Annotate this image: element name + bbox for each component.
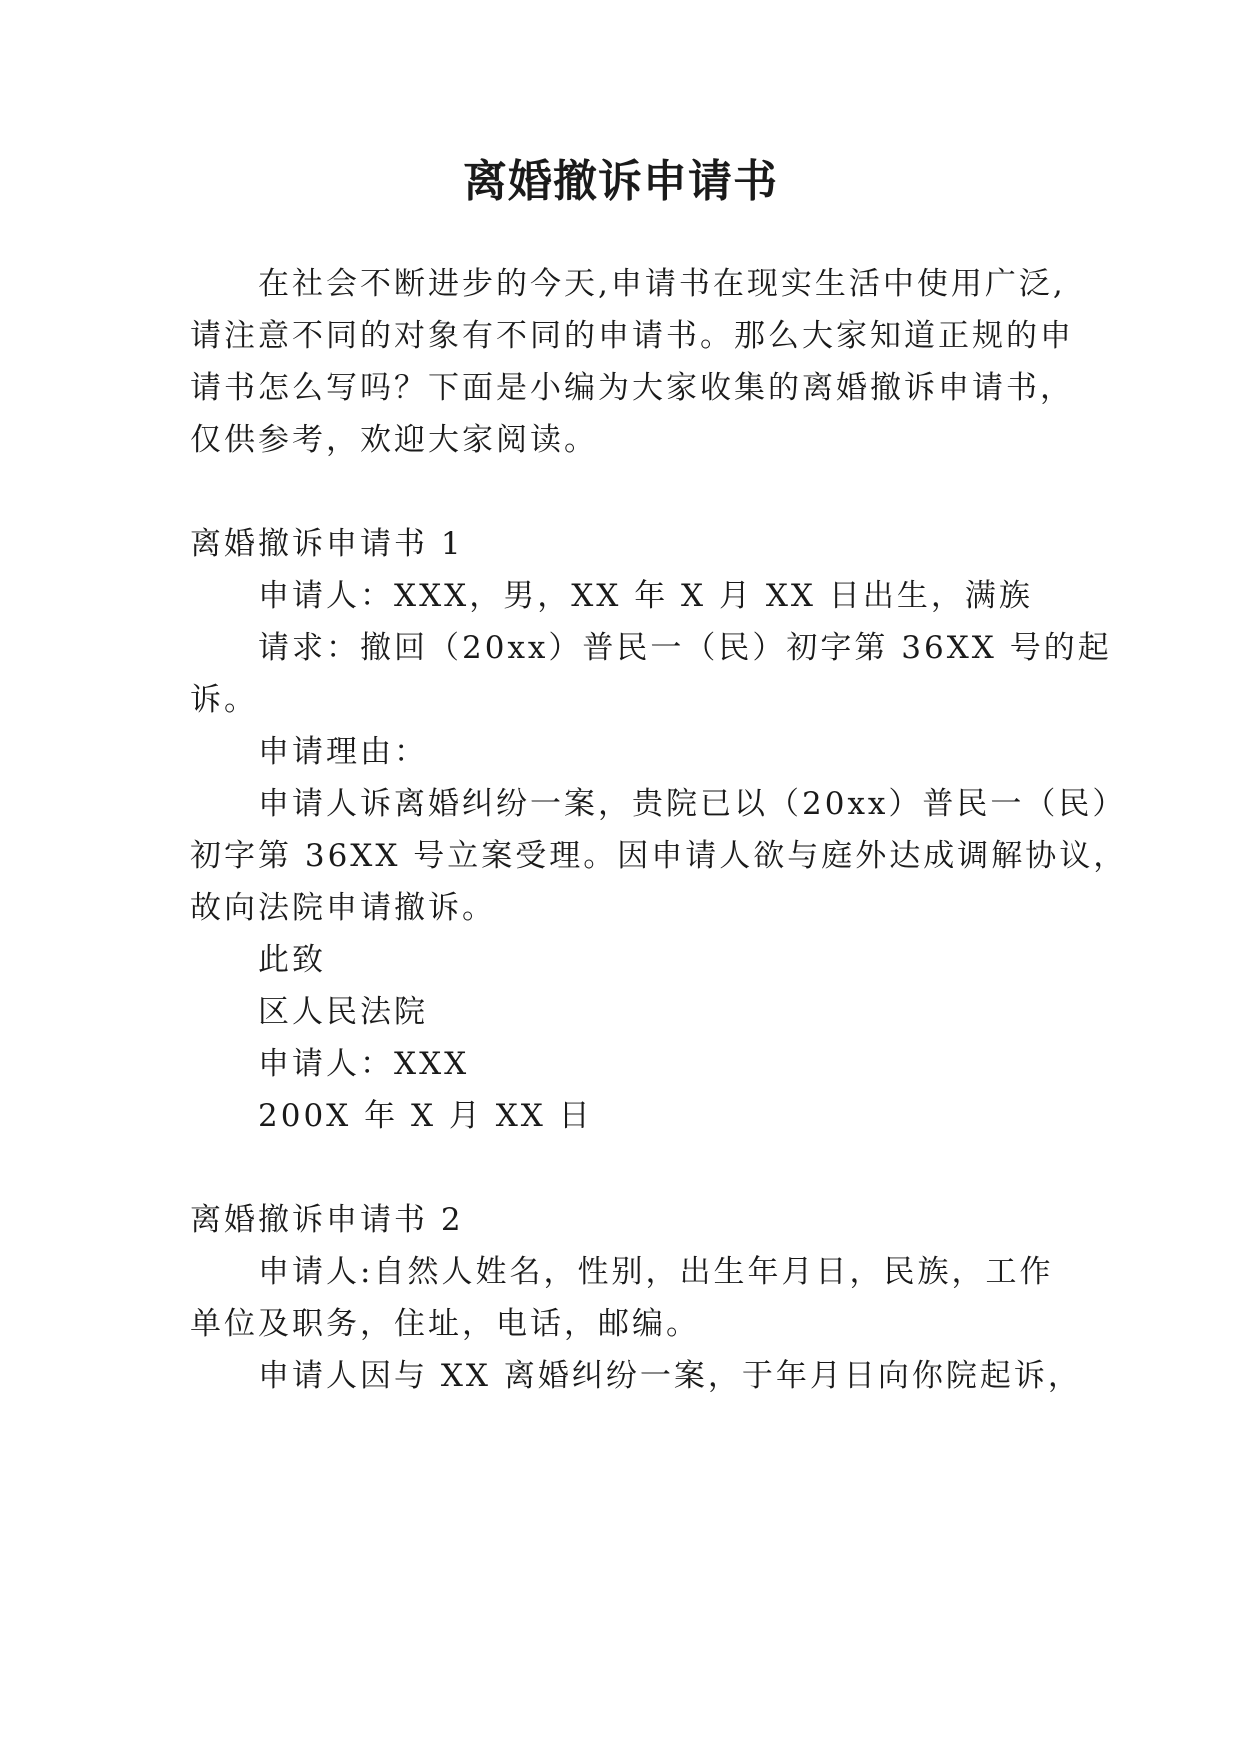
section-2-applicant: 申请人:自然人姓名，性别，出生年月日，民族，工作 <box>258 1254 1054 1290</box>
section-1-request: 诉。 <box>190 682 258 718</box>
section-1-reason: 初字第 36XX 号立案受理。因申请人欲与庭外达成调解协议， <box>190 838 1128 874</box>
document-title: 离婚撤诉申请书 <box>463 156 778 207</box>
section-1-salutation: 此致 <box>258 942 326 978</box>
section-1-court: 区人民法院 <box>258 994 428 1030</box>
section-1-reason: 故向法院申请撤诉。 <box>190 890 496 926</box>
intro-line: 请注意不同的对象有不同的申请书。那么大家知道正规的申 <box>190 318 1074 354</box>
section-1-heading: 离婚撤诉申请书 1 <box>190 526 464 562</box>
section-2-body: 申请人因与 XX 离婚纠纷一案，于年月日向你院起诉， <box>258 1358 1082 1394</box>
section-2-applicant: 单位及职务，住址，电话，邮编。 <box>190 1306 700 1342</box>
intro-line: 在社会不断进步的今天,申请书在现实生活中使用广泛, <box>258 266 1066 302</box>
intro-line: 仅供参考，欢迎大家阅读。 <box>190 422 598 458</box>
section-1-reason-label: 申请理由： <box>258 734 428 770</box>
section-1-reason: 申请人诉离婚纠纷一案，贵院已以（20xx）普民一（民） <box>258 786 1127 822</box>
intro-line: 请书怎么写吗？下面是小编为大家收集的离婚撤诉申请书， <box>190 370 1074 406</box>
section-1-date: 200X 年 X 月 XX 日 <box>258 1098 593 1134</box>
section-1-request: 请求：撤回（20xx）普民一（民）初字第 36XX 号的起 <box>258 630 1112 666</box>
section-1-signature: 申请人：XXX <box>258 1046 470 1082</box>
section-1-applicant: 申请人：XXX，男，XX 年 X 月 XX 日出生，满族 <box>258 578 1033 614</box>
section-2-heading: 离婚撤诉申请书 2 <box>190 1202 464 1238</box>
